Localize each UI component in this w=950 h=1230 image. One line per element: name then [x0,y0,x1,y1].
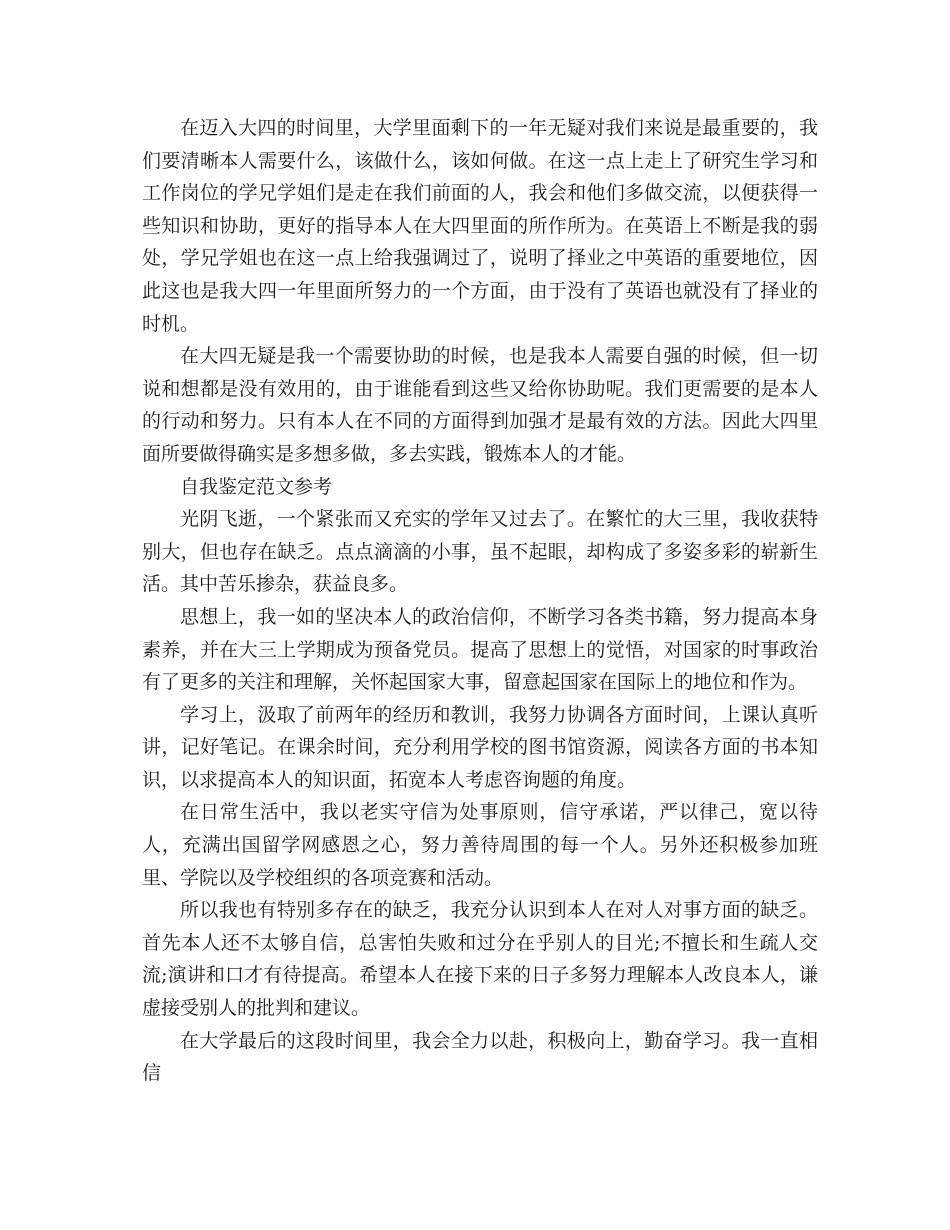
paragraph-2: 在大四无疑是我一个需要协助的时候，也是我本人需要自强的时候，但一切说和想都是没有效用的，由于谁能看到这些又给你协助呢。我们更需要的是本人的行动和努力。只有本人在不同的方面得到加强才是最有效的方法。因此大四里面所要做得确实是多想多做，多去实践，锻炼本人的才能。 [142,345,818,465]
document-page [142,112,818,1090]
paragraph-4: 思想上，我一如的坚决本人的政治信仰，不断学习各类书籍，努力提高本身素养，并在大三上学期成为预备党员。提高了思想上的觉悟，对国家的时事政治有了更多的关注和理解，关怀起国家大事，留意起国家在国际上的地位和作为。 [142,605,818,694]
paragraph-6: 在日常生活中，我以老实守信为处事原则，信守承诺，严以律己，宽以待人，充满出国留学网感恩之心，努力善待周围的每一个人。另外还积极参加班里、学院以及学校组织的各项竞赛和活动。 [142,801,818,889]
paragraph-8: 在大学最后的这段时间里，我会全力以赴，积极向上，勤奋学习。我一直相信 [142,1029,818,1085]
section-heading: 自我鉴定范文参考 [180,475,333,498]
paragraph-1: 在迈入大四的时间里，大学里面剩下的一年无疑对我们来说是最重要的，我们要清晰本人需要什么，该做什么，该如何做。在这一点上走上了研究生学习和工作岗位的学兄学姐们是走在我们前面的人，我会和他们多做交流，以便获得一些知识和协助，更好的指导本人在大四里面的所作所为。在英语上不断是我的弱处，学兄学姐也在这一点上给我强调过了，说明了择业之中英语的重要地位，因此这也是我大四一年里面所努力的一个方面，由于没有了英语也就没有了择业的时机。 [142,117,818,335]
paragraph-7: 所以我也有特别多存在的缺乏，我充分认识到本人在对人对事方面的缺乏。首先本人还不太够自信，总害怕失败和过分在乎别人的目光;不擅长和生疏人交流;演讲和口才有待提高。希望本人在接下来的日子多努力理解本人改良本人，谦虚接受别人的批判和建议。 [142,899,818,1020]
paragraph-5: 学习上，汲取了前两年的经历和教训，我努力协调各方面时间，上课认真听讲，记好笔记。在课余时间，充分利用学校的图书馆资源，阅读各方面的书本知识，以求提高本人的知识面，拓宽本人考虑咨询题的角度。 [142,703,818,791]
paragraph-3: 光阴飞逝，一个紧张而又充实的学年又过去了。在繁忙的大三里，我收获特别大，但也存在缺乏。点点滴滴的小事，虽不起眼，却构成了多姿多彩的崭新生活。其中苦乐掺杂，获益良多。 [142,508,818,596]
